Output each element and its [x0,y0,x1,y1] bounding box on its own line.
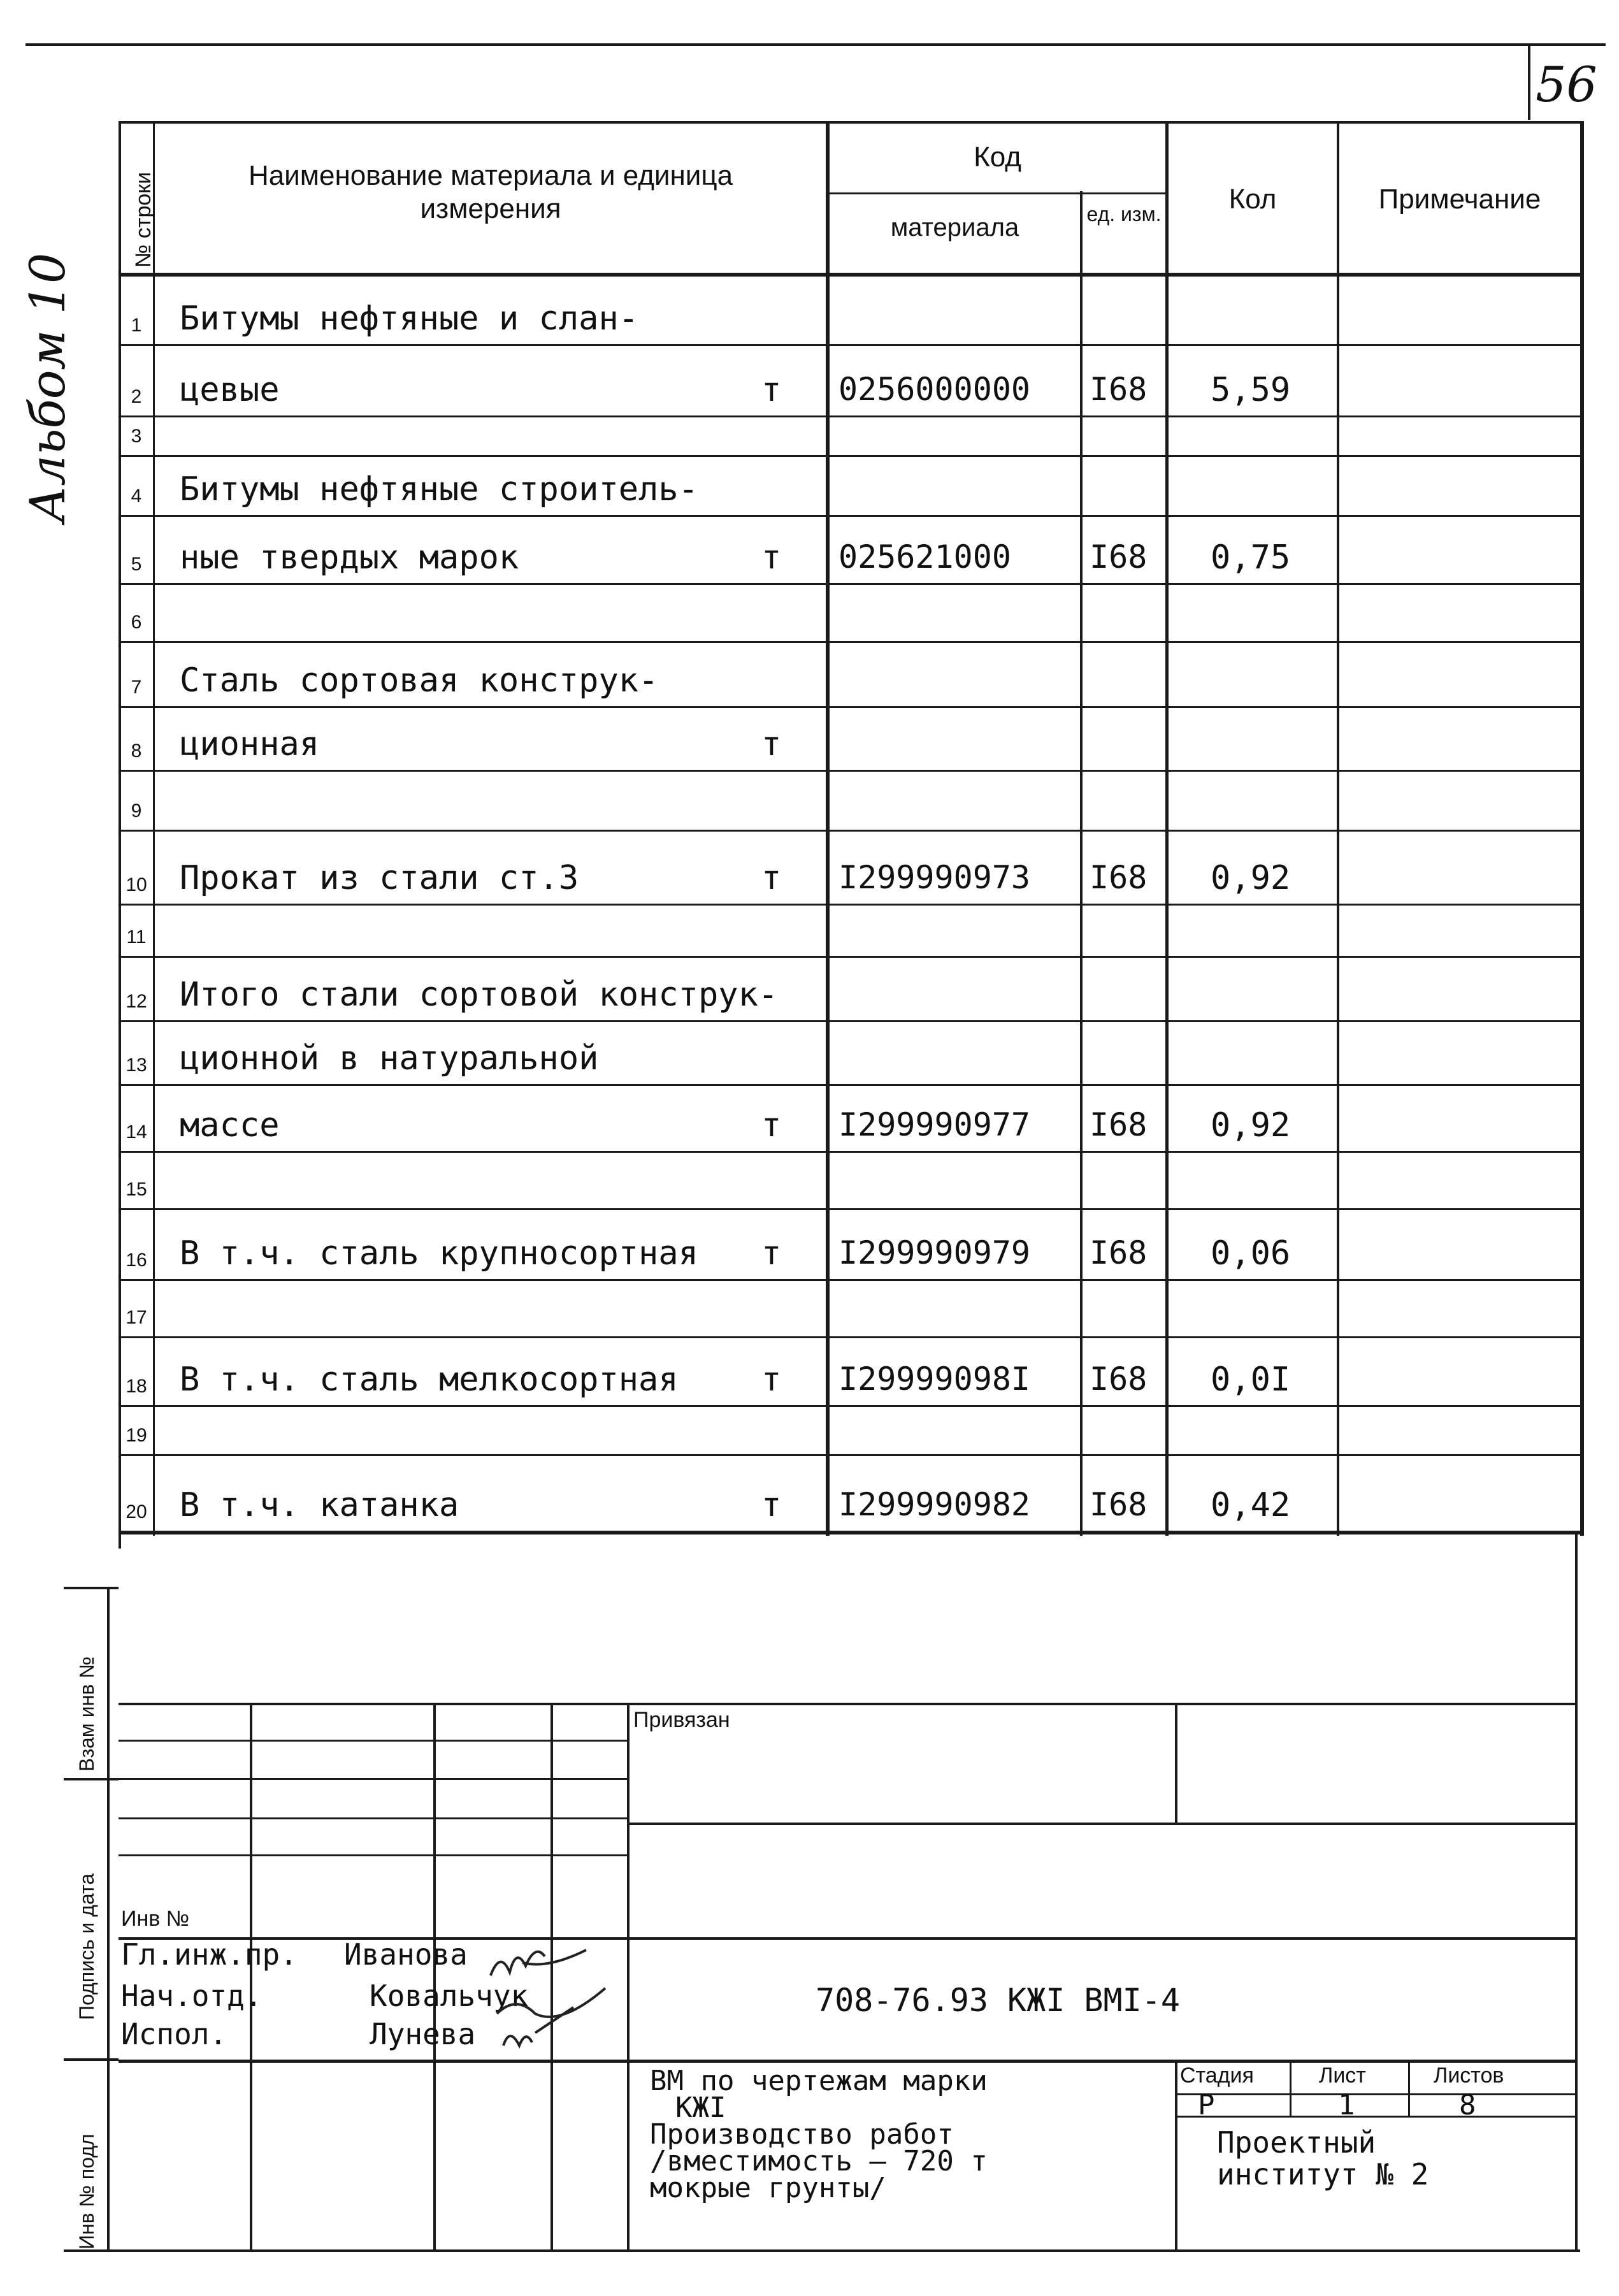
material-name: Битумы нефтяные и слан- [180,300,639,338]
row-divider [119,1151,1584,1153]
header-name: Наименование материала и единица измерения [248,160,733,224]
unit: т [761,725,782,763]
material-code: 025621000 [838,538,1011,575]
sheet-label: Лист [1319,2063,1366,2088]
side-label-inv: Инв № подл [75,2134,98,2249]
material-name: ционная [180,725,320,763]
material-name: Итого стали сортовой конструк- [180,976,779,1014]
row-divider [119,641,1584,643]
row-divider [119,455,1584,457]
row-number: 4 [131,486,142,507]
doc-title [650,2065,988,2204]
row-number: 20 [126,1501,147,1522]
unit-code: I68 [1090,1106,1148,1143]
material-code: I299990973 [838,859,1031,896]
row-number: 5 [131,554,142,575]
side-label-vzam: Взам инв № [75,1656,98,1772]
row-divider [119,706,1584,708]
row-number: 16 [126,1250,147,1271]
header-row-number: № строки [131,171,155,268]
unit-code: I68 [1090,538,1148,575]
unit: т [761,1486,782,1524]
material-name: цевые [180,371,280,409]
row-number: 3 [131,426,142,447]
material-name: Сталь сортовая конструк- [180,661,659,700]
row-number: 2 [131,386,142,407]
row-number: 10 [126,874,147,895]
row-number: 7 [131,677,142,698]
row-number: 12 [126,991,147,1012]
row-number: 1 [131,315,142,336]
row-divider [119,830,1584,832]
row-divider [119,1279,1584,1281]
unit-code: I68 [1090,859,1148,896]
header-note: Примечание [1378,184,1541,215]
row-number: 13 [126,1055,147,1076]
org-line-2: институт № 2 [1217,2157,1429,2191]
role-1: Гл.инж.пр. [121,1937,298,1972]
row-number: 18 [126,1376,147,1397]
row-number: 8 [131,740,142,762]
quantity: 0,75 [1211,538,1291,577]
unit-code: I68 [1090,371,1148,408]
material-code: I299990979 [838,1234,1031,1271]
unit: т [761,1361,782,1399]
inv-number-label: Инв № [121,1907,190,1931]
material-name: Битумы нефтяные строитель- [180,470,698,509]
sheet-value: 1 [1338,2089,1355,2121]
quantity: 0,42 [1211,1486,1291,1524]
doc-title-line-5: мокрые грунты/ [650,2172,886,2204]
doc-title-line-3: Производство работ [650,2118,954,2151]
row-divider [119,770,1584,772]
stage-value: Р [1198,2089,1215,2121]
name-1: Иванова [344,1937,468,1972]
quantity: 0,0I [1211,1361,1291,1399]
material-name: В т.ч. сталь мелкосортная [180,1361,679,1399]
row-number: 14 [126,1122,147,1143]
row-divider [119,1208,1584,1210]
material-name: ные твердых марок [180,538,519,577]
row-divider [119,904,1584,906]
material-name: ционной в натуральной [180,1039,599,1078]
row-divider [119,956,1584,958]
privyazan-label: Привязан [633,1708,730,1732]
unit-code: I68 [1090,1486,1148,1523]
row-number: 19 [126,1425,147,1446]
doc-code: 708-76.93 КЖI ВМI-4 [816,1982,1180,2019]
material-name: Прокат из стали ст.3 [180,859,579,897]
unit: т [761,1234,782,1273]
row-number: 9 [131,800,142,821]
page-number: 56 [1536,56,1597,113]
material-code: I29999098I [838,1361,1031,1397]
quantity: 0,06 [1211,1234,1291,1273]
quantity: 0,92 [1211,859,1291,897]
material-code: I299990982 [838,1486,1031,1523]
unit: т [761,1106,782,1144]
material-name: массе [180,1106,280,1144]
row-divider [119,583,1584,585]
row-divider [119,1020,1584,1022]
material-code: 0256000000 [838,371,1031,408]
role-3: Испол. [121,2017,227,2051]
material-name: В т.ч. сталь крупносортная [180,1234,698,1273]
row-number: 17 [126,1307,147,1328]
header-qty: Кол [1228,184,1277,215]
stage-label: Стадия [1180,2063,1254,2088]
top-rule [25,43,1606,46]
sheets-value: 8 [1459,2089,1476,2121]
material-code: I299990977 [838,1106,1031,1143]
name-2: Ковальчук [370,1979,529,2013]
margin-note: Альбом 10 [19,252,76,523]
row-divider [119,1405,1584,1407]
side-label-podpis: Подпись и дата [75,1873,98,2020]
header-code-unit: ед. изм. [1086,203,1162,226]
unit: т [761,859,782,897]
header-code-material: материала [890,213,1019,242]
row-number: 15 [126,1179,147,1200]
row-divider [119,1084,1584,1086]
row-divider [119,415,1584,417]
page-number-divider [1528,43,1530,120]
unit-code: I68 [1090,1361,1148,1397]
doc-title-line-2: КЖI [675,2091,726,2124]
doc-title-line-1: ВМ по чертежам марки [650,2065,988,2097]
doc-title-line-4: /вместимость – 720 т [650,2145,988,2177]
org-line-1: Проектный [1217,2125,1376,2160]
role-2: Нач.отд. [121,1979,263,2013]
row-divider [119,1454,1584,1456]
row-divider [119,515,1584,517]
quantity: 5,59 [1211,371,1291,409]
quantity: 0,92 [1211,1106,1291,1144]
signatures-graphic [484,1931,624,2058]
row-divider [119,1336,1584,1338]
row-number: 11 [126,927,147,948]
row-number: 6 [131,612,142,633]
name-3: Лунева [370,2017,476,2051]
unit: т [761,371,782,409]
row-divider [119,344,1584,346]
unit: т [761,538,782,577]
header-code: Код [974,141,1021,173]
sheets-label: Листов [1434,2063,1504,2088]
material-name: В т.ч. катанка [180,1486,459,1524]
unit-code: I68 [1090,1234,1148,1271]
